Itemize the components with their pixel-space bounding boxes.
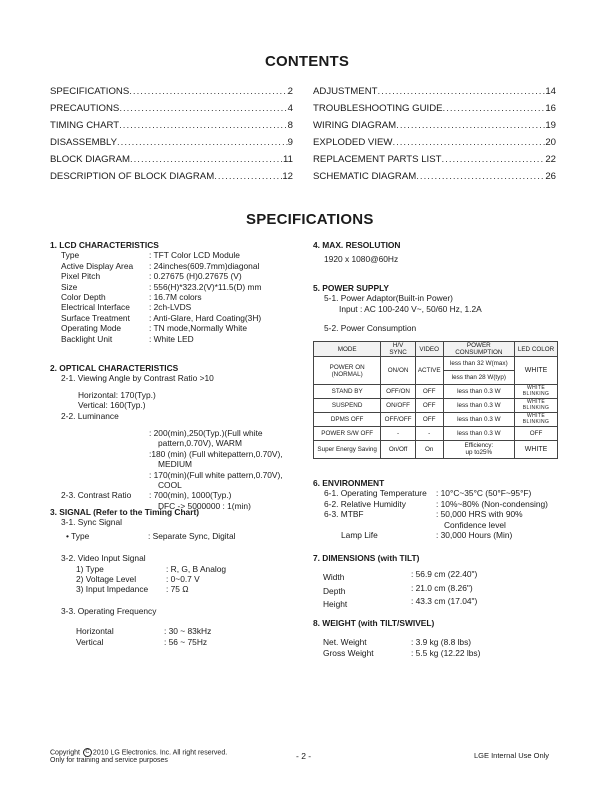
table-row: [314, 385, 558, 399]
lcd-row: [50, 250, 300, 260]
env-row: [313, 488, 573, 498]
dimensions-heading: 7. DIMENSIONS (with TILT): [313, 553, 420, 563]
toc-item-page: 19: [545, 120, 556, 131]
operating-frequency-label: 3-3. Operating Frequency: [61, 605, 157, 616]
table-row: [314, 357, 558, 371]
table-row: [314, 399, 558, 413]
weight-value: : 5.5 kg (12.22 lbs): [411, 647, 481, 658]
weight-row: [313, 648, 573, 658]
table-cell: SUSPEND: [314, 399, 381, 413]
table-cell: less than 0.3 W: [443, 413, 514, 427]
lcd-key: Surface Treatment: [61, 312, 130, 323]
lcd-row: [50, 313, 300, 323]
weight-key: Gross Weight: [323, 647, 374, 658]
toc-item[interactable]: [50, 168, 293, 185]
video-input-label: 3-2. Video Input Signal: [61, 553, 146, 564]
table-cell: OFF: [415, 399, 443, 413]
horizontal-angle: Horizontal: 170(Typ.): [78, 389, 156, 400]
table-cell: WHITE: [515, 441, 558, 459]
contents-title: CONTENTS: [265, 53, 350, 70]
env-lamp-row: [313, 530, 573, 540]
toc-item-title: TIMING CHART: [50, 120, 120, 131]
power-consumption-label: 5-2. Power Consumption: [324, 323, 417, 334]
table-cell: On: [415, 441, 443, 459]
env-key: 6-2. Relative Humidity: [324, 498, 406, 509]
lcd-row: [50, 334, 300, 344]
dim-key: Width: [323, 572, 345, 583]
toc-item[interactable]: [313, 151, 556, 168]
lcd-key: Pixel Pitch: [61, 271, 101, 282]
lcd-value: : TN mode,Normally White: [149, 323, 248, 334]
page-number: - 2 -: [296, 751, 312, 761]
toc-item[interactable]: [50, 117, 293, 134]
optical-heading: 2. OPTICAL CHARACTERISTICS: [50, 363, 179, 373]
toc-item-page: 12: [282, 171, 293, 182]
env-value: : 10°C~35°C (50°F~95°F): [436, 488, 532, 499]
toc-right: [313, 83, 556, 185]
power-adaptor: 5-1. Power Adaptor(Built-in Power): [324, 293, 453, 304]
env-value: : 50,000 HRS with 90%: [436, 509, 523, 520]
video-row: [50, 584, 305, 594]
table-header: POWER CONSUMPTION: [443, 342, 514, 357]
lcd-key: Size: [61, 281, 78, 292]
lcd-row: [50, 302, 300, 312]
dim-row: [313, 583, 573, 596]
toc-item-page: 8: [287, 120, 293, 131]
table-cell: -: [415, 427, 443, 441]
freq-key: Vertical: [76, 636, 104, 647]
lcd-row: [50, 261, 300, 271]
table-cell: ACTIVE: [415, 357, 443, 385]
dim-key: Depth: [323, 585, 346, 596]
toc-item-title: EXPLODED VIEW: [313, 137, 393, 148]
lcd-value: : 2ch-LVDS: [149, 302, 192, 313]
freq-value: : 30 ~ 83kHz: [164, 626, 212, 637]
internal-use-label: LGE Internal Use Only: [474, 751, 550, 760]
lcd-key: Active Display Area: [61, 260, 134, 271]
lcd-heading: 1. LCD CHARACTERISTICS: [50, 240, 159, 250]
footer-copyright: [50, 748, 227, 765]
training-text: Only for training and service purposes: [50, 757, 168, 765]
toc-item-page: 14: [545, 86, 556, 97]
lcd-row: [50, 292, 300, 302]
toc-item-page: 22: [545, 154, 556, 165]
video-value: : 75 Ω: [166, 584, 189, 595]
video-key: 3) Input Impedance: [76, 584, 149, 595]
table-cell: DPMS OFF: [314, 413, 381, 427]
resolution-section: [313, 240, 563, 265]
table-cell: OFF: [415, 385, 443, 399]
toc-item-title: BLOCK DIAGRAM: [50, 154, 130, 165]
lcd-key: Backlight Unit: [61, 333, 113, 344]
table-cell: less than 0.3 W: [443, 427, 514, 441]
table-cell: -: [381, 427, 416, 441]
toc-item[interactable]: [50, 83, 293, 100]
env-lamp-key: Lamp Life: [341, 530, 378, 541]
lcd-key: Type: [61, 250, 80, 261]
power-consumption-table: [313, 341, 558, 459]
freq-row: [50, 637, 305, 647]
table-header: VIDEO: [415, 342, 443, 357]
lcd-key: Color Depth: [61, 292, 106, 303]
resolution-value: 1920 x 1080@60Hz: [324, 254, 399, 265]
luminance-medium-cont: MEDIUM: [158, 459, 192, 470]
env-row: [313, 499, 573, 509]
env-row: [313, 509, 573, 519]
lcd-value: : 24inches(609.7mm)diagonal: [149, 260, 260, 271]
env-value: : 10%~80% (Non-condensing): [436, 498, 548, 509]
sync-type-key: • Type: [66, 530, 90, 541]
table-cell: OFF: [515, 427, 558, 441]
table-header-row: [314, 342, 558, 357]
table-cell: WHITE BLINKING: [515, 385, 558, 399]
env-lamp-value: : 30,000 Hours (Min): [436, 530, 513, 541]
toc-item[interactable]: [50, 134, 293, 151]
table-cell: less than 32 W(max): [443, 357, 514, 371]
toc-item-title: WIRING DIAGRAM: [313, 120, 397, 131]
environment-heading: 6. ENVIRONMENT: [313, 478, 385, 488]
lcd-value: : 16.7M colors: [149, 292, 202, 303]
power-heading: 5. POWER SUPPLY: [313, 283, 390, 293]
copyright-label: Copyright: [50, 749, 80, 757]
table-header: H/V SYNC: [381, 342, 416, 357]
signal-heading: 3. SIGNAL (Refer to the Timing Chart): [50, 507, 200, 517]
luminance-cool-cont: COOL: [158, 480, 182, 491]
lcd-value: : 0.27675 (H)0.27675 (V): [149, 271, 242, 282]
table-cell: WHITE BLINKING: [515, 399, 558, 413]
toc-item[interactable]: [313, 117, 556, 134]
table-cell: On/Off: [381, 441, 416, 459]
contrast-row: [50, 490, 305, 500]
table-cell: ON/ON: [381, 357, 416, 385]
dim-value: : 43.3 cm (17.04"): [411, 596, 478, 607]
vertical-angle: Vertical: 160(Typ.): [78, 400, 146, 411]
table-cell: OFF/OFF: [381, 413, 416, 427]
table-cell: OFF/ON: [381, 385, 416, 399]
video-key: 2) Voltage Level: [76, 574, 137, 585]
dim-value: : 21.0 cm (8.26"): [411, 582, 473, 593]
table-cell: Efficiency: up to25%: [443, 441, 514, 459]
viewing-angle: 2-1. Viewing Angle by Contrast Ratio >10: [61, 373, 214, 384]
freq-value: : 56 ~ 75Hz: [164, 636, 208, 647]
toc-item-page: 9: [287, 137, 293, 148]
toc-item-title: REPLACEMENT PARTS LIST: [313, 154, 442, 165]
luminance-label: 2-2. Luminance: [61, 410, 119, 421]
toc-item-title: TROUBLESHOOTING GUIDE: [313, 103, 443, 114]
sync-type-value: : Separate Sync, Digital: [148, 530, 236, 541]
toc-item[interactable]: [313, 100, 556, 117]
sync-type-row: [50, 531, 305, 541]
power-input: Input : AC 100-240 V~, 50/60 Hz, 1.2A: [339, 303, 482, 314]
table-cell: ON/OFF: [381, 399, 416, 413]
luminance-warm-cont: pattern,0.70V), WARM: [158, 438, 242, 449]
toc-item-page: 4: [287, 103, 293, 114]
toc-item-title: SPECIFICATIONS: [50, 86, 130, 97]
table-cell: STAND BY: [314, 385, 381, 399]
table-cell: less than 0.3 W: [443, 385, 514, 399]
copyright-text: 2010 LG Electronics. Inc. All right reserved.: [92, 749, 228, 757]
freq-row: [50, 626, 305, 636]
dimensions-section: [313, 553, 573, 610]
signal-section: [50, 507, 305, 647]
lcd-value: : White LED: [149, 333, 194, 344]
environment-section: [313, 478, 573, 540]
lcd-value: : TFT Color LCD Module: [149, 250, 240, 261]
weight-key: Net. Weight: [323, 637, 367, 648]
lcd-key: Electrical Interface: [61, 302, 130, 313]
luminance-warm: : 200(min),250(Typ.)(Full white: [149, 428, 263, 439]
luminance-medium: :180 (min) (Full whitepattern,0.70V),: [149, 448, 283, 459]
contrast-value: : 700(min), 1000(Typ.): [149, 490, 232, 501]
table-header: MODE: [314, 342, 381, 357]
toc-item[interactable]: [50, 100, 293, 117]
table-cell: less than 0.3 W: [443, 399, 514, 413]
toc-item[interactable]: [313, 134, 556, 151]
video-row: [50, 564, 305, 574]
table-cell: WHITE BLINKING: [515, 413, 558, 427]
table-cell: less than 28 W(typ): [443, 371, 514, 385]
toc-item-title: DISASSEMBLY: [50, 137, 118, 148]
toc-item[interactable]: [313, 83, 556, 100]
env-key: 6-3. MTBF: [324, 509, 364, 520]
dim-value: : 56.9 cm (22.40"): [411, 569, 478, 580]
toc-item-title: ADJUSTMENT: [313, 86, 378, 97]
toc-left: [50, 83, 293, 185]
table-row: [314, 441, 558, 459]
toc-item-page: 16: [545, 103, 556, 114]
dfc-value: DFC -> 5000000 : 1(min): [158, 500, 251, 511]
weight-row: [313, 637, 573, 647]
toc-item-title: PRECAUTIONS: [50, 103, 120, 114]
lcd-key: Operating Mode: [61, 323, 122, 334]
table-cell: WHITE: [515, 357, 558, 385]
table-header: LED COLOR: [515, 342, 558, 357]
dim-row: [313, 596, 573, 609]
video-value: : 0~0.7 V: [166, 574, 200, 585]
table-row: [314, 427, 558, 441]
luminance-cool: : 170(min)(Full white pattern,0.70V),: [149, 469, 283, 480]
toc-item-page: 20: [545, 137, 556, 148]
toc-item-title: SCHEMATIC DIAGRAM: [313, 171, 417, 182]
dim-row: [313, 569, 573, 582]
video-value: : R, G, B Analog: [166, 563, 227, 574]
lcd-section: [50, 240, 300, 344]
table-cell: POWER ON (NORMAL): [314, 357, 381, 385]
freq-key: Horizontal: [76, 626, 114, 637]
contrast-key: 2-3. Contrast Ratio: [61, 490, 132, 501]
weight-heading: 8. WEIGHT (with TILT/SWIVEL): [313, 618, 435, 628]
weight-value: : 3.9 kg (8.8 lbs): [411, 637, 472, 648]
copyright-icon: C: [83, 748, 92, 757]
weight-section: [313, 618, 573, 658]
lcd-value: : Anti-Glare, Hard Coating(3H): [149, 312, 262, 323]
toc-item-page: 26: [545, 171, 556, 182]
table-row: [314, 413, 558, 427]
dim-key: Height: [323, 599, 348, 610]
toc-item-title: DESCRIPTION OF BLOCK DIAGRAM: [50, 171, 215, 182]
table-cell: Super Energy Saving: [314, 441, 381, 459]
lcd-row: [50, 271, 300, 281]
resolution-heading: 4. MAX. RESOLUTION: [313, 240, 401, 250]
toc-item-page: 11: [283, 154, 293, 165]
video-key: 1) Type: [76, 563, 104, 574]
toc-item[interactable]: [50, 151, 293, 168]
specs-title: SPECIFICATIONS: [246, 211, 374, 228]
optical-section: [50, 363, 305, 511]
sync-signal-label: 3-1. Sync Signal: [61, 517, 122, 528]
toc-item[interactable]: [313, 168, 556, 185]
video-row: [50, 574, 305, 584]
table-cell: OFF: [415, 413, 443, 427]
power-section: [313, 283, 573, 334]
lcd-value: : 556(H)*323.2(V)*11.5(D) mm: [149, 281, 262, 292]
lcd-row: [50, 282, 300, 292]
env-confidence: Confidence level: [444, 519, 506, 530]
toc-item-page: 2: [287, 86, 293, 97]
table-cell: POWER S/W OFF: [314, 427, 381, 441]
lcd-row: [50, 323, 300, 333]
env-key: 6-1. Operating Temperature: [324, 488, 427, 499]
